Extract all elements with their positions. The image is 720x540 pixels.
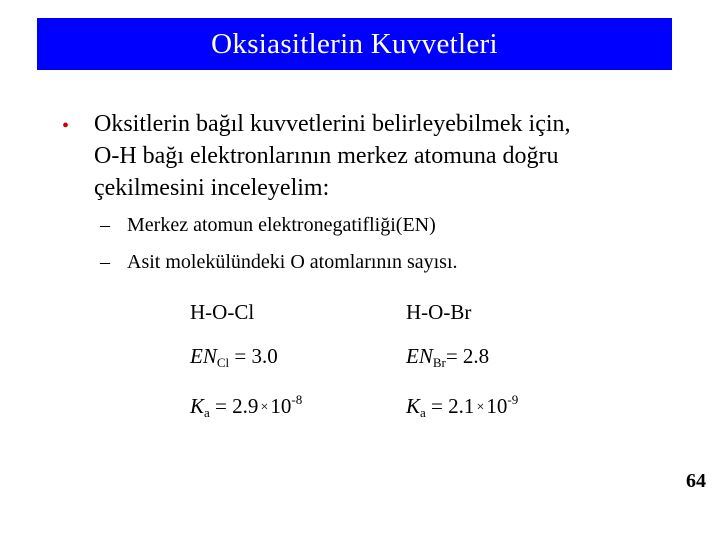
en-br — [406, 342, 489, 377]
en-cl-value: = 3.0 — [229, 344, 278, 368]
ka-hocl-base: 10 — [270, 394, 292, 418]
bullet-line-2: O-H bağı elektronlarının merkez atomuna doğru — [94, 143, 559, 169]
ka-hocl-exp: -8 — [291, 392, 303, 407]
ka-hocl-sub: a — [204, 405, 210, 420]
ka-hocl-prefix: K — [190, 394, 205, 418]
ka-hobr-base: 10 — [486, 394, 508, 418]
ka-hobr-exp: -9 — [507, 392, 519, 407]
en-cl — [190, 342, 278, 377]
en-br-sub: Br — [432, 355, 446, 370]
bullet-line-3: çekilmesini inceleyelim: — [94, 175, 330, 201]
formula-hobr: H-O-Br — [406, 300, 472, 324]
en-cl-sub: Cl — [216, 355, 230, 370]
title-bar — [37, 18, 672, 70]
sub-text-1: Merkez atomun elektronegatifliği(EN) — [127, 214, 436, 236]
main-bullet — [62, 108, 662, 204]
en-br-prefix: EN — [406, 344, 433, 368]
sub-text-2: Asit molekülündeki O atomlarının sayısı. — [127, 251, 458, 273]
ka-hobr-prefix: K — [406, 394, 421, 418]
times-icon: × — [260, 400, 269, 415]
bullet-dot-icon: • — [62, 115, 70, 137]
sub-item-1 — [100, 212, 436, 238]
ka-hobr-sub: a — [420, 405, 426, 420]
sub-item-2 — [100, 249, 458, 275]
en-cl-prefix: EN — [190, 344, 217, 368]
slide-title: Oksiasitlerin Kuvvetleri — [211, 27, 498, 60]
formula-hocl: H-O-Cl — [190, 300, 255, 324]
ka-hobr-value: = 2.1 — [425, 394, 475, 418]
en-br-value: = 2.8 — [445, 344, 490, 368]
sub-dash-2: – — [100, 251, 110, 273]
times-icon: × — [476, 400, 485, 415]
ka-hocl — [190, 386, 302, 427]
sub-dash-1: – — [100, 214, 110, 236]
bullet-line-1: Oksitlerin bağıl kuvvetlerini belirleyebilmek için, — [94, 111, 571, 137]
page-number: 64 — [686, 470, 706, 492]
ka-hocl-value: = 2.9 — [209, 394, 259, 418]
ka-hobr — [406, 386, 518, 427]
